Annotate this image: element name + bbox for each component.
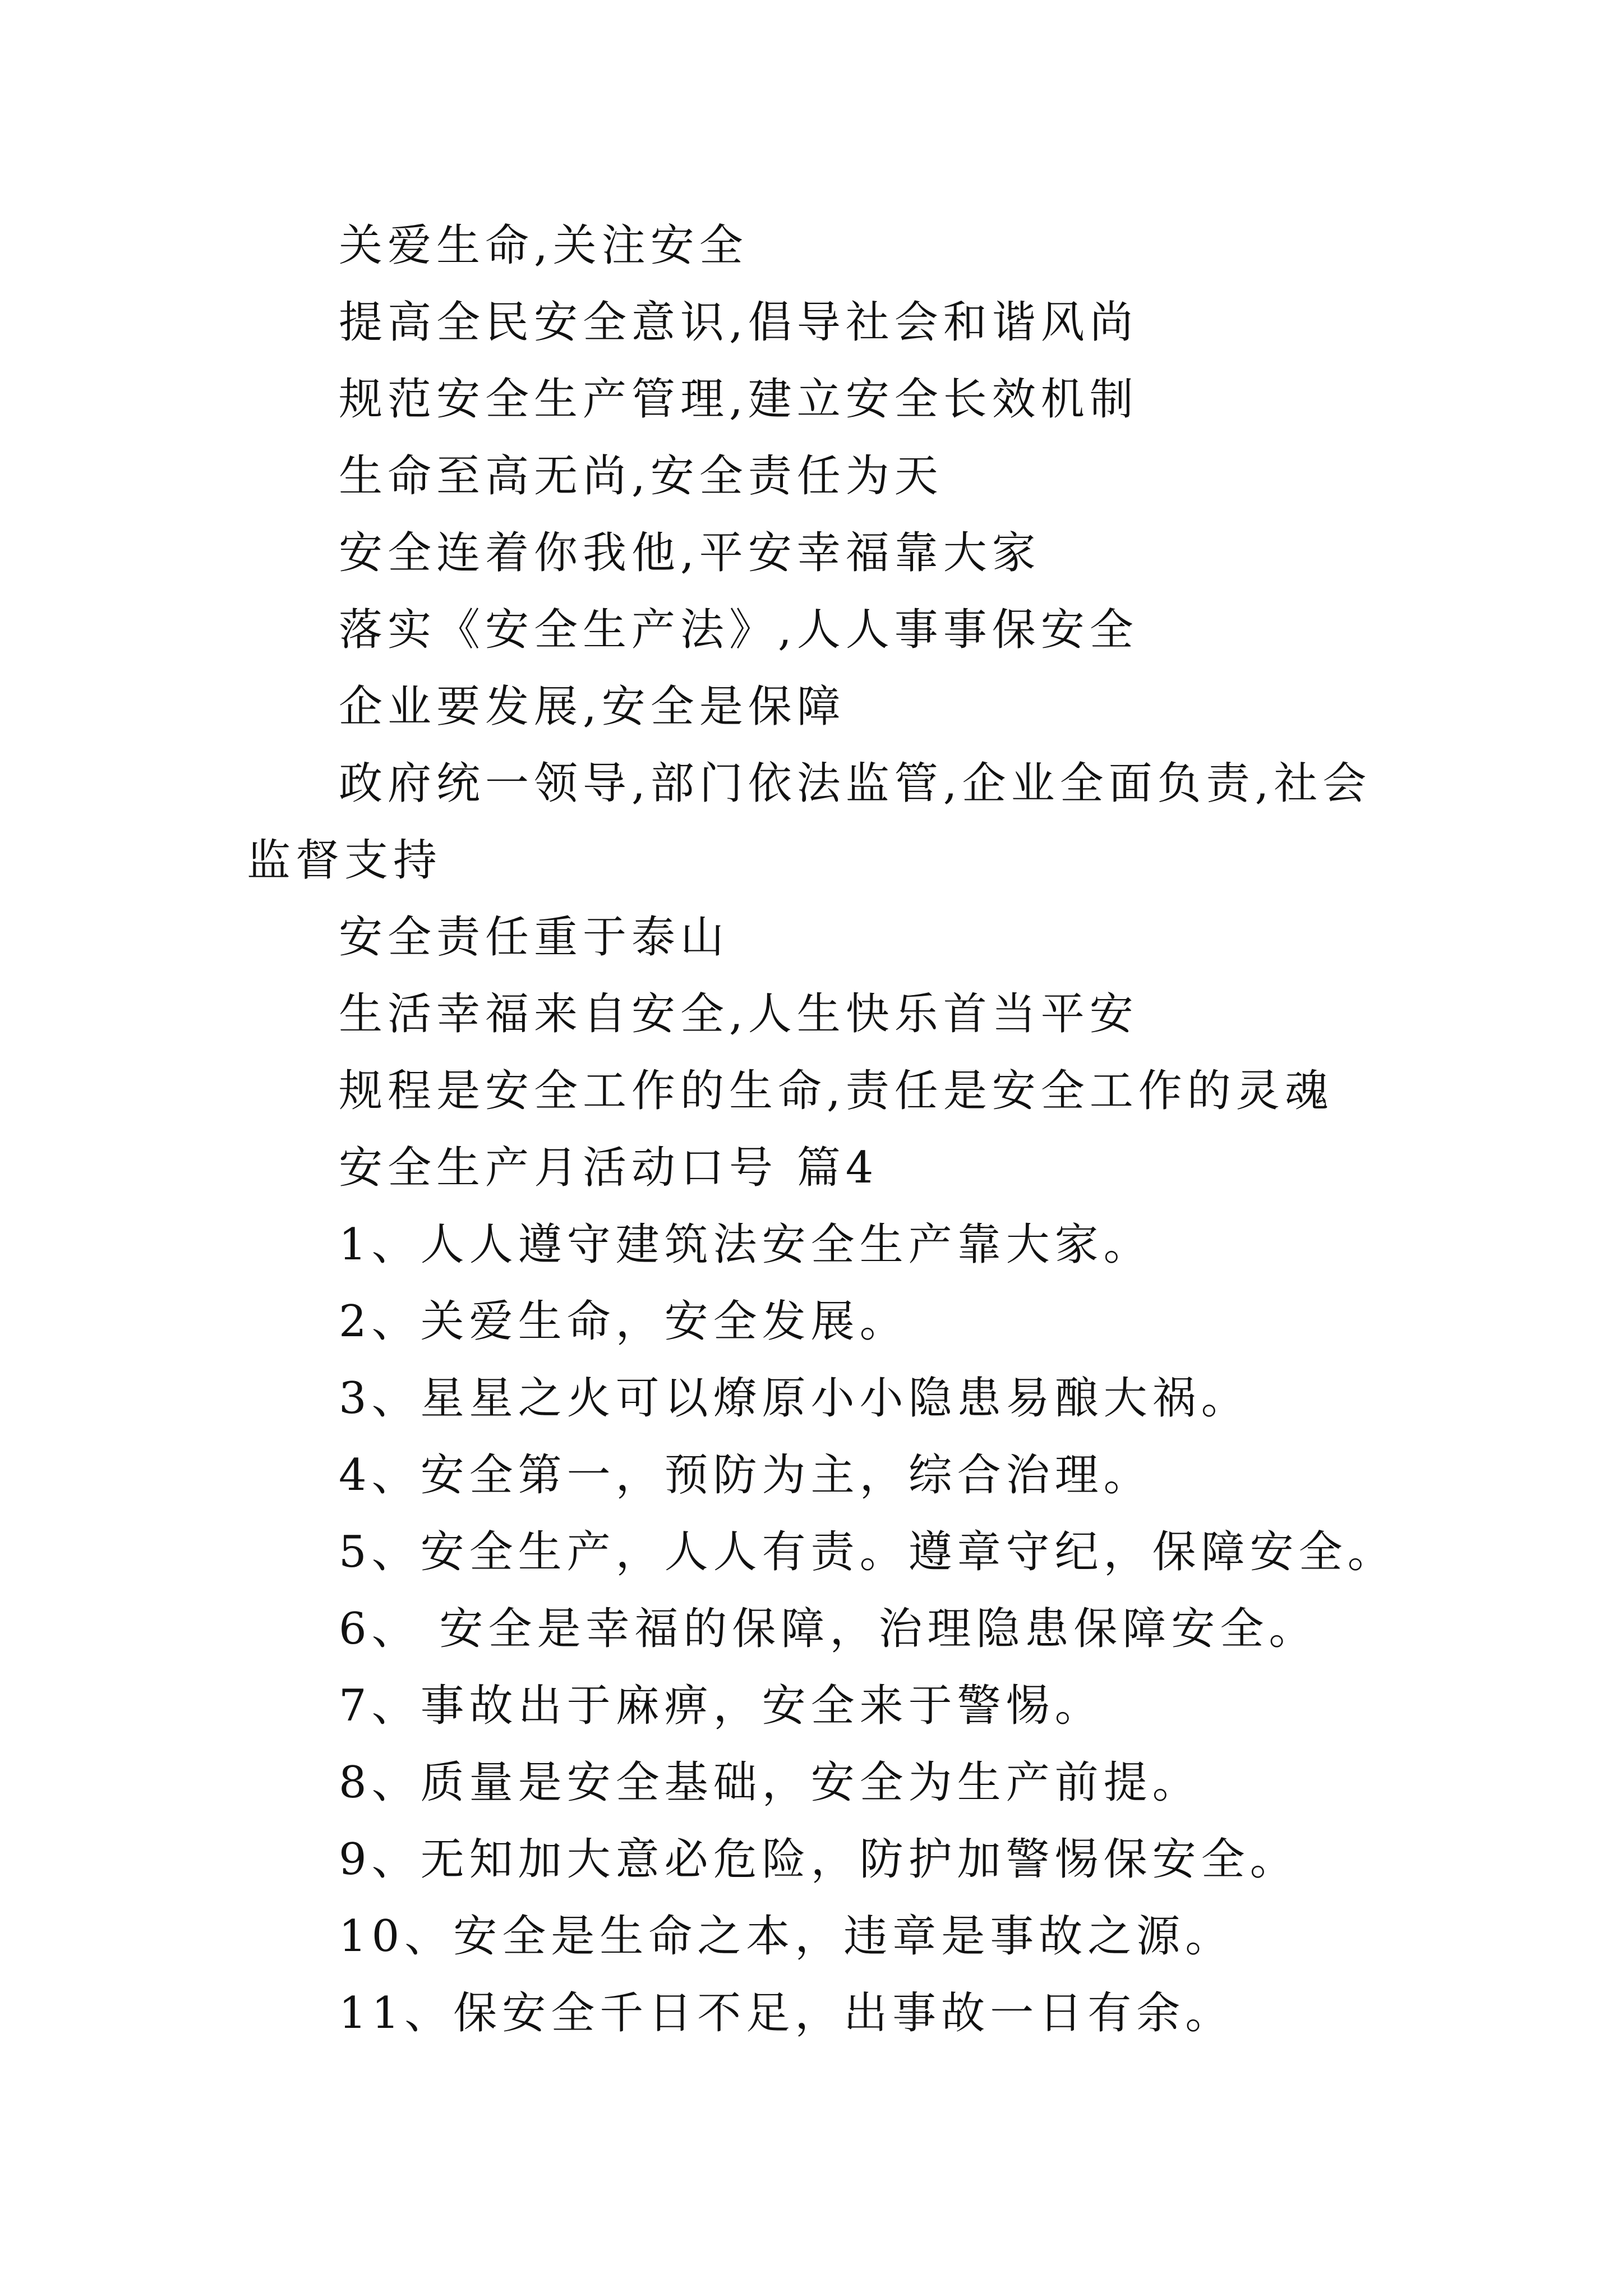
list-item: 3、星星之火可以燎原小小隐患易酿大祸。 [339,1373,1250,1424]
list-item: 7、事故出于麻痹，安全来于警惕。 [339,1681,1104,1731]
paragraph: 生活幸福来自安全,人生快乐首当平安 [339,989,1138,1039]
paragraph: 落实《安全生产法》,人人事事保安全 [339,605,1138,655]
list-item: 2、关爱生命，安全发展。 [339,1296,909,1347]
paragraph: 企业要发展,安全是保障 [339,682,846,732]
list-item: 1、人人遵守建筑法安全生产靠大家。 [339,1220,1152,1270]
list-item: 9、无知加大意必危险，防护加警惕保安全。 [339,1834,1299,1885]
list-item: 8、质量是安全基础，安全为生产前提。 [339,1757,1201,1808]
paragraph: 关爱生命,关注安全 [339,220,748,271]
paragraph: 规程是安全工作的生命,责任是安全工作的灵魂 [339,1066,1334,1116]
document-body [247,208,1396,2052]
paragraph: 安全责任重于泰山 [339,912,730,963]
paragraph: 安全连着你我他,平安幸福靠大家 [339,528,1041,578]
list-item: 6、 安全是幸福的保障，治理隐患保障安全。 [339,1604,1318,1654]
paragraph: 生命至高无尚,安全责任为天 [339,451,943,501]
list-item: 11、保安全千日不足，出事故一日有余。 [339,1988,1234,2039]
paragraph: 提高全民安全意识,倡导社会和谐风尚 [339,297,1138,348]
paragraph: 政府统一领导,部门依法监管,企业全面负责,社会监督支持 [247,758,1372,886]
section-heading: 安全生产月活动口号 篇4 [339,1143,879,1193]
list-item: 10、安全是生命之本，违章是事故之源。 [339,1911,1234,1962]
list-item: 4、安全第一，预防为主，综合治理。 [339,1450,1152,1501]
list-item: 5、安全生产，人人有责。遵章守纪，保障安全。 [339,1527,1396,1577]
paragraph: 规范安全生产管理,建立安全长效机制 [339,374,1138,425]
